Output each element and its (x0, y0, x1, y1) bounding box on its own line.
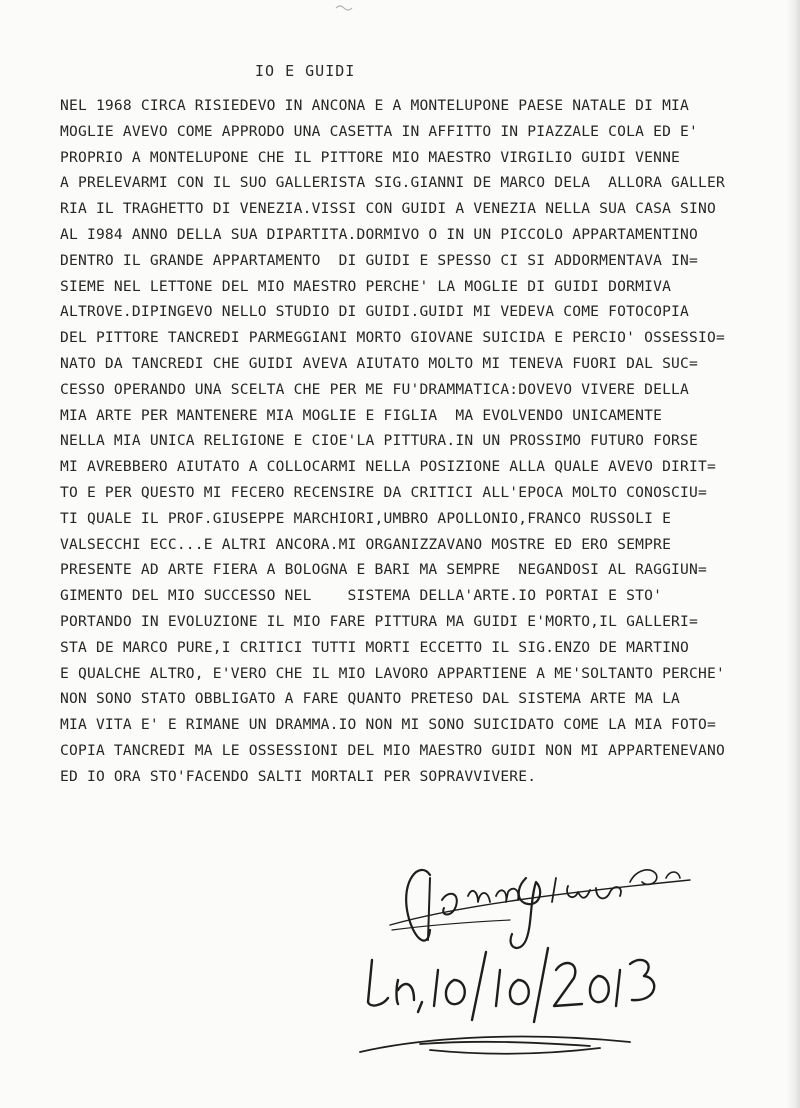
page-shadow-edge (786, 0, 800, 1108)
text-line: MOGLIE AVEVO COME APPRODO UNA CASETTA IN AFFITTO IN PIAZZALE COLA ED E' (60, 122, 699, 140)
text-line: AL I984 ANNO DELLA SUA DIPARTITA.DORMIVO O IN UN PICCOLO APPARTAMENTINO (60, 225, 699, 243)
text-line: ED IO ORA STO'FACENDO SALTI MORTALI PER SOPRAVVIVERE. (60, 767, 537, 785)
text-line: CESSO OPERANDO UNA SCELTA CHE PER ME FU'DRAMMATICA:DOVEVO VIVERE DELLA (60, 380, 690, 398)
text-line: NATO DA TANCREDI CHE GUIDI AVEVA AIUTATO MOLTO MI TENEVA FUORI DAL SUC= (60, 354, 699, 372)
text-line: MI AVREBBERO AIUTATO A COLLOCARMI NELLA POSIZIONE ALLA QUALE AVEVO DIRIT= (60, 458, 716, 476)
text-line: SIEME NEL LETTONE DEL MIO MAESTRO PERCHE' LA MOGLIE DI GUIDI DORMIVA (60, 277, 672, 295)
paper-mark (330, 0, 360, 20)
text-line: VALSECCHI ECC...E ALTRI ANCORA.MI ORGANIZZAVANO MOSTRE ED ERO SEMPRE (60, 535, 672, 553)
text-line: MIA VITA E' E RIMANE UN DRAMMA.IO NON MI SONO SUICIDATO COME LA MIA FOTO= (60, 716, 716, 734)
text-line: TI QUALE IL PROF.GIUSEPPE MARCHIORI,UMBRO APOLLONIO,FRANCO RUSSOLI E (60, 509, 672, 527)
document-body (60, 93, 780, 790)
text-line: COPIA TANCREDI MA LE OSSESSIONI DEL MIO MAESTRO GUIDI NON MI APPARTENEVANO (60, 741, 725, 759)
text-line: TO E PER QUESTO MI FECERO RECENSIRE DA CRITICI ALL'EPOCA MOLTO CONOSCIU= (60, 483, 708, 501)
text-line: NON SONO STATO OBBLIGATO A FARE QUANTO PRETESO DAL SISTEMA ARTE MA LA (60, 690, 681, 708)
text-line: ALTROVE.DIPINGEVO NELLO STUDIO DI GUIDI.GUIDI MI VEDEVA COME FOTOCOPIA (60, 303, 690, 321)
text-line: E QUALCHE ALTRO, E'VERO CHE IL MIO LAVORO APPARTIENE A ME'SOLTANTO PERCHE' (60, 664, 725, 682)
handwritten-signature (330, 830, 710, 1070)
text-line: DENTRO IL GRANDE APPARTAMENTO DI GUIDI E SPESSO CI SI ADDORMENTAVA IN= (60, 251, 699, 269)
text-line: GIMENTO DEL MIO SUCCESSO NEL SISTEMA DELLA'ARTE.IO PORTAI E STO' (60, 587, 663, 605)
text-line: STA DE MARCO PURE,I CRITICI TUTTI MORTI ECCETTO IL SIG.ENZO DE MARTINO (60, 638, 690, 656)
document-title: IO E GUIDI (255, 62, 356, 80)
text-line: NELLA MIA UNICA RELIGIONE E CIOE'LA PITTURA.IN UN PROSSIMO FUTURO FORSE (60, 432, 699, 450)
text-line: RIA IL TRAGHETTO DI VENEZIA.VISSI CON GUIDI A VENEZIA NELLA SUA CASA SINO (60, 200, 716, 218)
text-line: PRESENTE AD ARTE FIERA A BOLOGNA E BARI MA SEMPRE NEGANDOSI AL RAGGIUN= (60, 561, 708, 579)
text-line: PROPRIO A MONTELUPONE CHE IL PITTORE MIO MAESTRO VIRGILIO GUIDI VENNE (60, 148, 681, 166)
text-line: MIA ARTE PER MANTENERE MIA MOGLIE E FIGLIA MA EVOLVENDO UNICAMENTE (60, 406, 663, 424)
text-line: DEL PITTORE TANCREDI PARMEGGIANI MORTO GIOVANE SUICIDA E PERCIO' OSSESSIO= (60, 329, 725, 347)
text-line: NEL 1968 CIRCA RISIEDEVO IN ANCONA E A MONTELUPONE PAESE NATALE DI MIA (60, 97, 690, 114)
text-line: PORTANDO IN EVOLUZIONE IL MIO FARE PITTURA MA GUIDI E'MORTO,IL GALLERI= (60, 612, 699, 630)
text-line: A PRELEVARMI CON IL SUO GALLERISTA SIG.GIANNI DE MARCO DELA ALLORA GALLER (60, 174, 725, 192)
